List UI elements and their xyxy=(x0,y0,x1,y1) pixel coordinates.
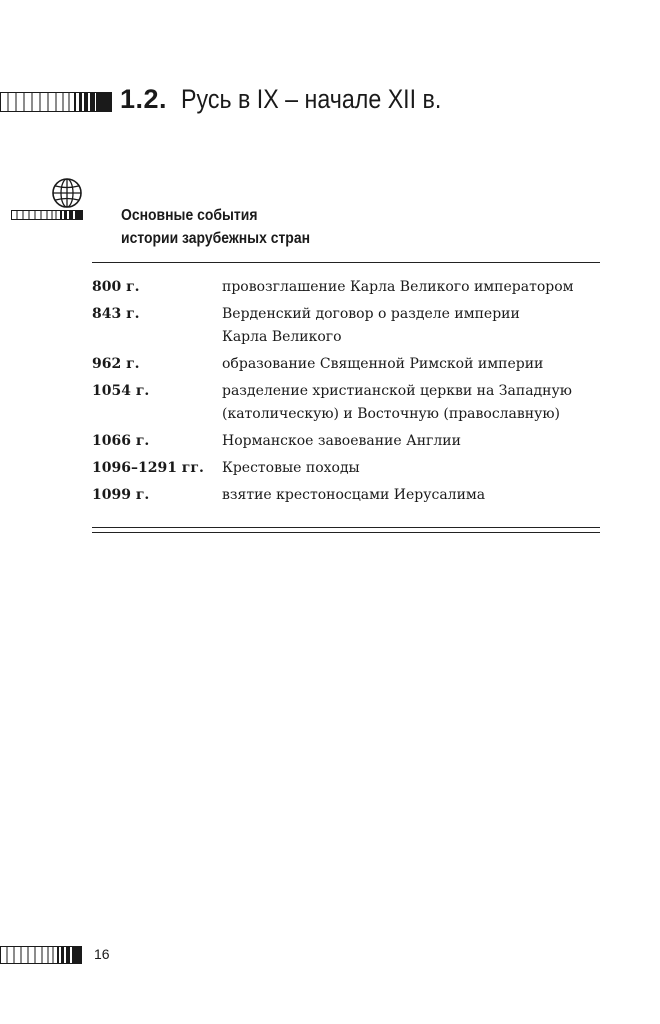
event-date: 843 г. xyxy=(92,306,140,322)
event-description-line: Норманское завоевание Англии xyxy=(222,433,461,449)
table-row xyxy=(92,457,600,480)
section-title-line-1: Основные события xyxy=(121,207,258,224)
event-description xyxy=(222,484,600,507)
event-description xyxy=(222,430,600,453)
footer-bar-strip xyxy=(0,946,82,964)
event-description-line: (католическую) и Восточную (православную) xyxy=(222,406,560,422)
table-row xyxy=(92,303,600,349)
event-description xyxy=(222,303,600,349)
event-description xyxy=(222,276,600,299)
event-description-line: образование Священной Римской империи xyxy=(222,356,544,372)
event-description-line: разделение христианской церкви на Западную xyxy=(222,383,572,399)
table-row xyxy=(92,353,600,376)
table-bottom-rule-2 xyxy=(92,532,600,533)
section-title xyxy=(121,204,310,250)
event-description-line: провозглашение Карла Великого императором xyxy=(222,279,574,295)
event-date: 1096–1291 гг. xyxy=(92,460,204,476)
event-description-line: Карла Великого xyxy=(222,329,342,345)
chapter-title: Русь в IX – начале XII в. xyxy=(181,84,442,114)
table-bottom-rule-1 xyxy=(92,527,600,528)
heading-bar-strip xyxy=(0,92,112,112)
globe-icon xyxy=(51,177,83,209)
table-top-rule xyxy=(92,262,600,263)
event-date: 1066 г. xyxy=(92,433,150,449)
event-date: 962 г. xyxy=(92,356,140,372)
event-description xyxy=(222,380,600,426)
section-title-line-2: истории зарубежных стран xyxy=(121,230,311,247)
event-description xyxy=(222,353,600,376)
event-date: 800 г. xyxy=(92,279,140,295)
chapter-number: 1.2. xyxy=(120,84,168,114)
event-description xyxy=(222,457,600,480)
section-bar-strip xyxy=(11,210,83,220)
page-number: 16 xyxy=(94,946,110,962)
event-date: 1099 г. xyxy=(92,487,150,503)
table-row xyxy=(92,276,600,299)
table-row xyxy=(92,430,600,453)
chapter-heading xyxy=(120,84,484,120)
table-row xyxy=(92,484,600,507)
event-date: 1054 г. xyxy=(92,383,150,399)
events-table xyxy=(92,276,600,511)
event-description-line: взятие крестоносцами Иерусалима xyxy=(222,487,486,503)
event-description-line: Крестовые походы xyxy=(222,460,360,476)
table-row xyxy=(92,380,600,426)
event-description-line: Верденский договор о разделе империи xyxy=(222,306,520,322)
